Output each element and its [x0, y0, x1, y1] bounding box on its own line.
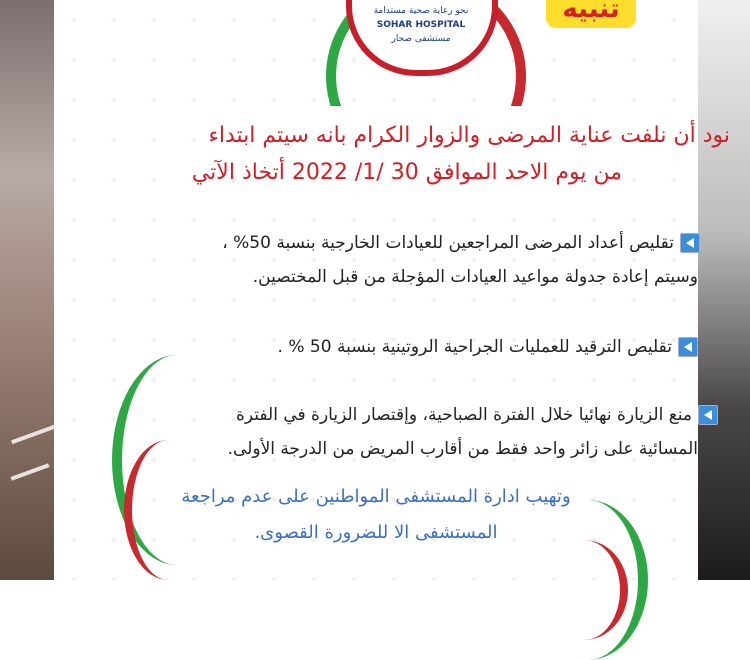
alert-tag: تنبيه	[546, 0, 636, 28]
item-3-line-1	[236, 398, 718, 432]
intro-line-1: نود أن نلفت عناية المرضى والزوار الكرام بانه سيتم ابتداء	[208, 123, 730, 148]
item-1-line-2: وسيتم إعادة جدولة مواعيد العيادات المؤجلة من قبل المختصين.	[252, 267, 698, 287]
footer-line-1: وتهيب ادارة المستشفى المواطنين على عدم مراجعة	[181, 486, 571, 507]
item-1-text: تقليص أعداد المرضى المراجعين للعيادات الخارجية بنسبة 50% ،	[222, 233, 674, 253]
play-left-icon	[678, 337, 698, 357]
logo-motto: نحو رعاية صحية مستدامة	[373, 6, 469, 16]
decorative-red-arc	[540, 540, 628, 640]
logo-name-en: SOHAR HOSPITAL	[376, 20, 466, 30]
item-1-line-1	[222, 226, 700, 260]
logo-name-ar: مستشفى صحار	[391, 34, 451, 44]
footer-line-2: المستشفى الا للضرورة القصوى.	[254, 522, 498, 543]
background-streak	[11, 463, 50, 480]
play-left-icon	[680, 233, 700, 253]
intro-line-2: من يوم الاحد الموافق 30 /1/ 2022 أتخاذ الآتي	[191, 160, 622, 185]
item-3-text: منع الزيارة نهائيا خلال الفترة الصباحية، وإقتصار الزيارة في الفترة	[236, 405, 692, 425]
item-2-text: تقليص الترقيد للعمليات الجراحية الروتينية بنسبة 50 % .	[277, 337, 672, 357]
announcement-card	[54, 0, 730, 580]
item-2-line-1	[278, 330, 698, 364]
item-3-line-2: المسائية على زائر واحد فقط من أقارب المريض من الدرجة الأولى.	[227, 439, 698, 459]
hospital-logo	[316, 0, 521, 80]
play-left-icon	[698, 405, 718, 425]
